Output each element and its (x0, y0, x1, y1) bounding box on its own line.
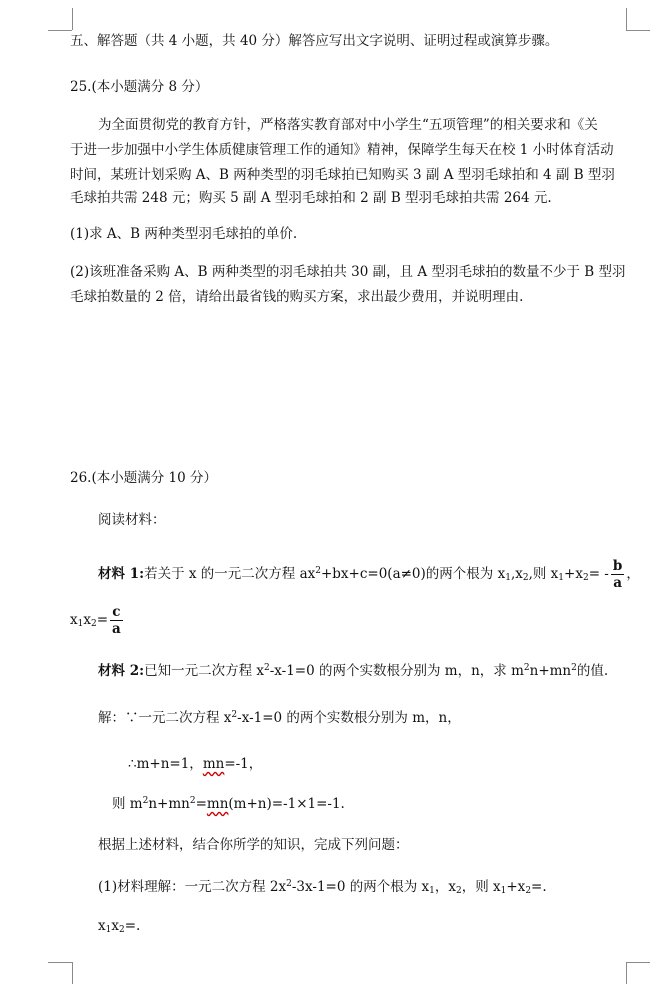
material-1-label: 材料 1: (98, 566, 145, 582)
solution-line: 解：∵一元二次方程 $x^2-x-1=0$ 的两个实数根分别为 m，n， (98, 710, 461, 726)
crop-mark-bottom-left-h (48, 962, 72, 963)
solution-step-2: 则 $m^2n+mn^2=mn(m+n)=-1\times 1=-1$. (112, 796, 345, 812)
q25-part2-line-2: 毛球拍数量的 2 倍，请给出最省钱的购买方案，求出最少费用，并说明理由. (70, 289, 524, 305)
crop-mark-top-left-h (48, 30, 72, 31)
crop-mark-bottom-right-h (626, 962, 650, 963)
fraction-c-over-a: $\frac{c}{a}$ (112, 604, 121, 637)
fraction-b-over-a: $\frac{b}{a}$ (612, 558, 623, 591)
q25-para-line-4: 毛球拍共需 248 元；购买 5 副 A 型羽毛球拍和 2 副 B 型羽毛球拍共需 264 元. (70, 190, 552, 206)
q25-para-line-2: 于进一步加强中小学生体质健康管理工作的通知》精神，保障学生每天在校 1 小时体育活动 (70, 142, 614, 158)
q26-header: 26.(本小题满分 10 分） (70, 470, 217, 486)
crop-mark-top-right (626, 8, 627, 30)
q25-para-line-1: 为全面贯彻党的教育方针，严格落实教育部对中小学生“五项管理”的相关要求和《关 (98, 117, 598, 133)
solution-step-1: ∴m+n=1，mn=-1， (128, 756, 263, 772)
read-material-label: 阅读材料： (98, 512, 166, 528)
q25-part1: (1)求 A、B 两种类型羽毛球拍的单价. (70, 226, 298, 242)
material-1-line-2: $x_1x_2=$ $\frac{c}{a}$ (70, 604, 121, 637)
q26-part1-product: $x_1x_2=$. (98, 918, 141, 935)
instruction: 根据上述材料，结合你所学的知识，完成下列问题： (98, 837, 409, 853)
q25-part2-line-1: (2)该班准备采购 A、B 两种类型的羽毛球拍共 30 副，且 A 型羽毛球拍的数量不少于 B 型羽 (70, 264, 626, 280)
section-title: 五、解答题（共 4 小题，共 40 分）解答应写出文字说明、证明过程或演算步骤。 (70, 33, 559, 49)
material-2-label: 材料 2: (98, 663, 145, 679)
crop-mark-bottom-left (72, 962, 73, 984)
q26-part1: (1)材料理解：一元二次方程 $2x^2-3x-1=0$ 的两个根为 $x_1$，$x_2$，则 $x_1+x_2=$. (98, 879, 547, 896)
q25-header: 25.(本小题满分 8 分） (70, 79, 209, 95)
crop-mark-top-left (72, 8, 73, 30)
material-2: 材料 2:已知一元二次方程 $x^2-x-1=0$ 的两个实数根分别为 m，n，求 $m^2n+mn^2$的值. (98, 663, 609, 679)
material-1: 材料 1:若关于 x 的一元二次方程 $ax^2+bx+c=0(a\ne 0)$的两个根为 $x_1,x_2$,则 $x_1+x_2=$ - $\frac{b}{a}$ ， (98, 558, 640, 591)
crop-mark-bottom-right (626, 962, 627, 984)
q25-para-line-3: 时间，某班计划采购 A、B 两种类型的羽毛球拍已知购买 3 副 A 型羽毛球拍和 4 副 B 型羽 (70, 167, 615, 183)
